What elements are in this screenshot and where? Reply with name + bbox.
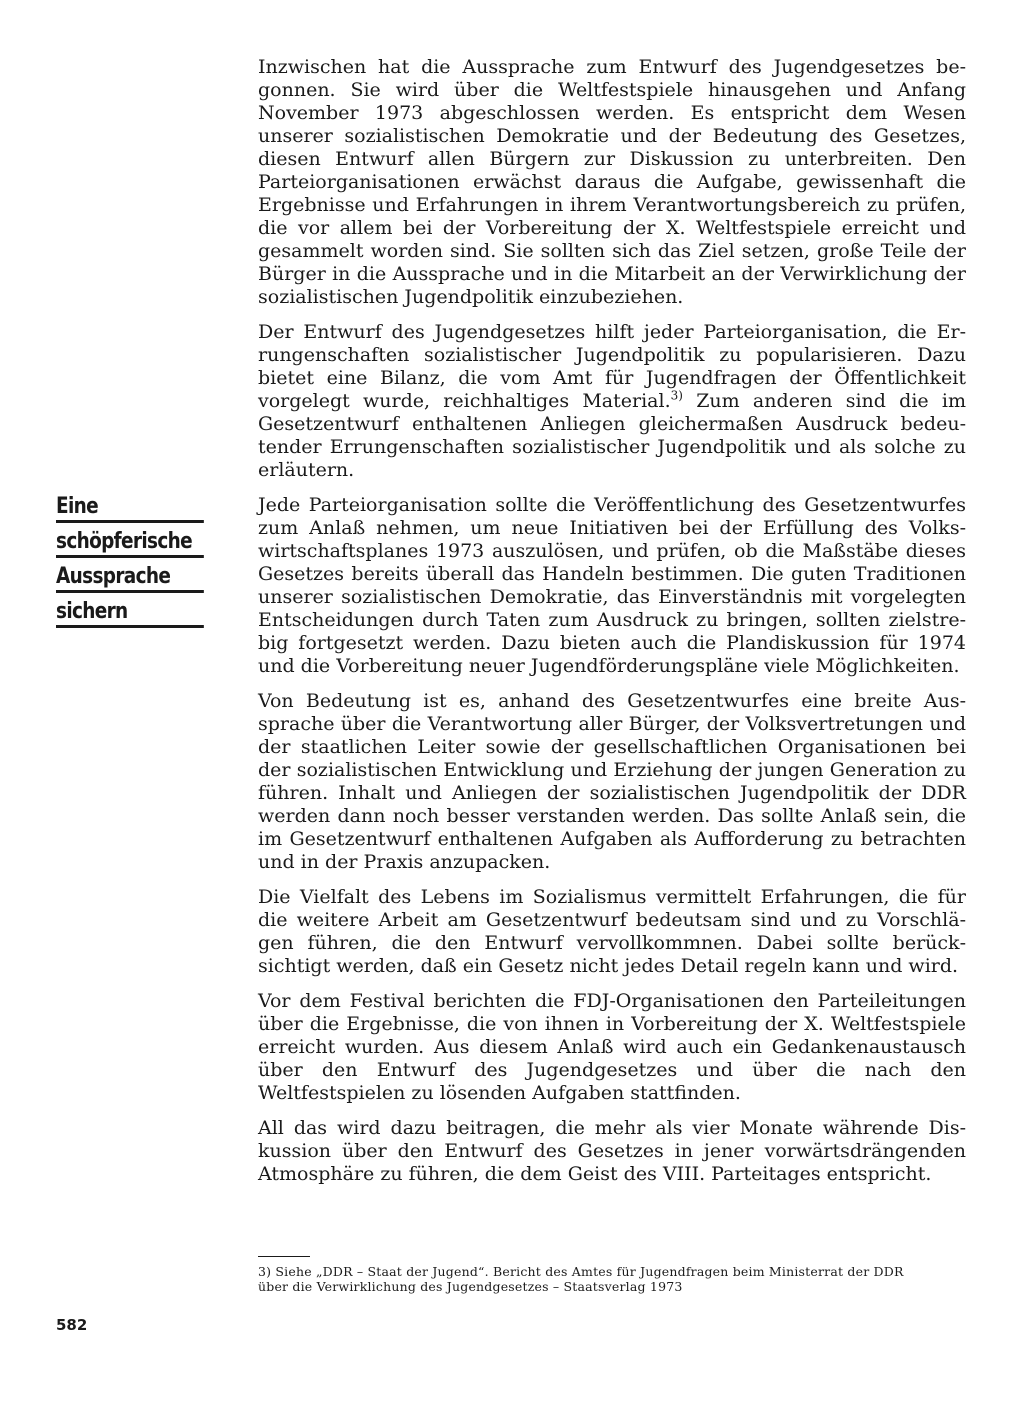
paragraph-2 [258, 321, 966, 482]
paragraph-5: Die Vielfalt des Lebens im Sozialismus vermittelt Erfahrungen, die für die weitere Arbeit am Gesetzentwurf bedeutsam sind und zu Vorschlägen führen, die den Entwurf vervollkommnen. Dabei sollte berücksichtigt werden, daß ein Gesetz nicht jedes Detail regeln kann und wird. [258, 886, 966, 977]
margin-heading-line-1: Eine [56, 490, 204, 523]
paragraph-2-part-2: Zum anderen sind die im Gesetzentwurf enthaltenen Anliegen gleichermaßen Ausdruck bedeutender Errungenschaften sozialistischer Jugendpolitik und als solche zu erläutern. [258, 390, 967, 481]
footnote: 3) Siehe „DDR – Staat der Jugend“. Bericht des Amtes für Jugendfragen beim Ministerrat der DDR über die Verwirklichung des Jugendgesetzes – Staatsverlag 1973 [258, 1264, 904, 1294]
main-text-column [258, 56, 966, 1198]
page-number: 582 [56, 1316, 88, 1334]
margin-heading [56, 490, 232, 630]
paragraph-6: Vor dem Festival berichten die FDJ-Organisationen den Parteileitungen über die Ergebnisse, die von ihnen in Vorbereitung der X. Weltfestspiele erreicht wurden. Aus diesem Anlaß wird auch ein Gedankenaustausch über den Entwurf des Jugendgesetzes und über die nach den Weltfestspielen zu lösenden Aufgaben stattfinden. [258, 990, 966, 1104]
footnote-divider [258, 1256, 310, 1257]
footnote-reference: 3) [670, 388, 683, 403]
paragraph-7: All das wird dazu beitragen, die mehr als vier Monate währende Diskussion über den Entwurf des Gesetzes in jener vorwärtsdrängenden Atmosphäre zu führen, die dem Geist des VIII. Parteitages entspricht. [258, 1117, 966, 1185]
paragraph-2-part-1: Der Entwurf des Jugendgesetzes hilft jeder Parteiorganisation, die Errungenschaften sozialistischer Jugendpolitik zu popularisieren. Dazu bietet eine Bilanz, die vom Amt für Jugendfragen der Öffentlichkeit vorgelegt wurde, reichhaltiges Material. [258, 321, 966, 412]
paragraph-3: Jede Parteiorganisation sollte die Veröffentlichung des Gesetzentwurfes zum Anlaß nehmen, um neue Initiativen bei der Erfüllung des Volkswirtschaftsplanes 1973 auszulösen, und prüfen, ob die Maßstäbe dieses Gesetzes bereits überall das Handeln bestimmen. Die guten Traditionen unserer sozialistischen Demokratie, das Einverständnis mit vorgelegten Entscheidungen durch Taten zum Ausdruck zu bringen, sollten zielstrebig fortgesetzt werden. Dazu bieten auch die Plandiskussion für 1974 und die Vorbereitung neuer Jugendförderungspläne viele Möglichkeiten. [258, 494, 966, 677]
margin-heading-line-4: sichern [56, 595, 204, 628]
paragraph-4: Von Bedeutung ist es, anhand des Gesetzentwurfes eine breite Aussprache über die Verantwortung aller Bürger, der Volksvertretungen und der staatlichen Leiter sowie der gesellschaftlichen Organisationen bei der sozialistischen Entwicklung und Erziehung der jungen Generation zu führen. Inhalt und Anliegen der sozialistischen Jugendpolitik der DDR werden dann noch besser verstanden werden. Das sollte Anlaß sein, die im Gesetzentwurf enthaltenen Aufgaben als Aufforderung zu betrachten und in der Praxis anzupacken. [258, 690, 966, 873]
margin-heading-line-2: schöpferische [56, 525, 204, 558]
paragraph-1: Inzwischen hat die Aussprache zum Entwurf des Jugendgesetzes begonnen. Sie wird über die Weltfestspiele hinausgehen und Anfang November 1973 abgeschlossen werden. Es entspricht dem Wesen unserer sozialistischen Demokratie und der Bedeutung des Gesetzes, diesen Entwurf allen Bürgern zur Diskussion zu unterbreiten. Den Parteiorganisationen erwächst daraus die Aufgabe, gewissenhaft die Ergebnisse und Erfahrungen in ihrem Verantwortungsbereich zu prüfen, die vor allem bei der Vorbereitung der X. Weltfestspiele erreicht und gesammelt worden sind. Sie sollten sich das Ziel setzen, große Teile der Bürger in die Aussprache und in die Mitarbeit an der Verwirklichung der sozialistischen Jugendpolitik einzubeziehen. [258, 56, 966, 308]
margin-heading-line-3: Aussprache [56, 560, 204, 593]
